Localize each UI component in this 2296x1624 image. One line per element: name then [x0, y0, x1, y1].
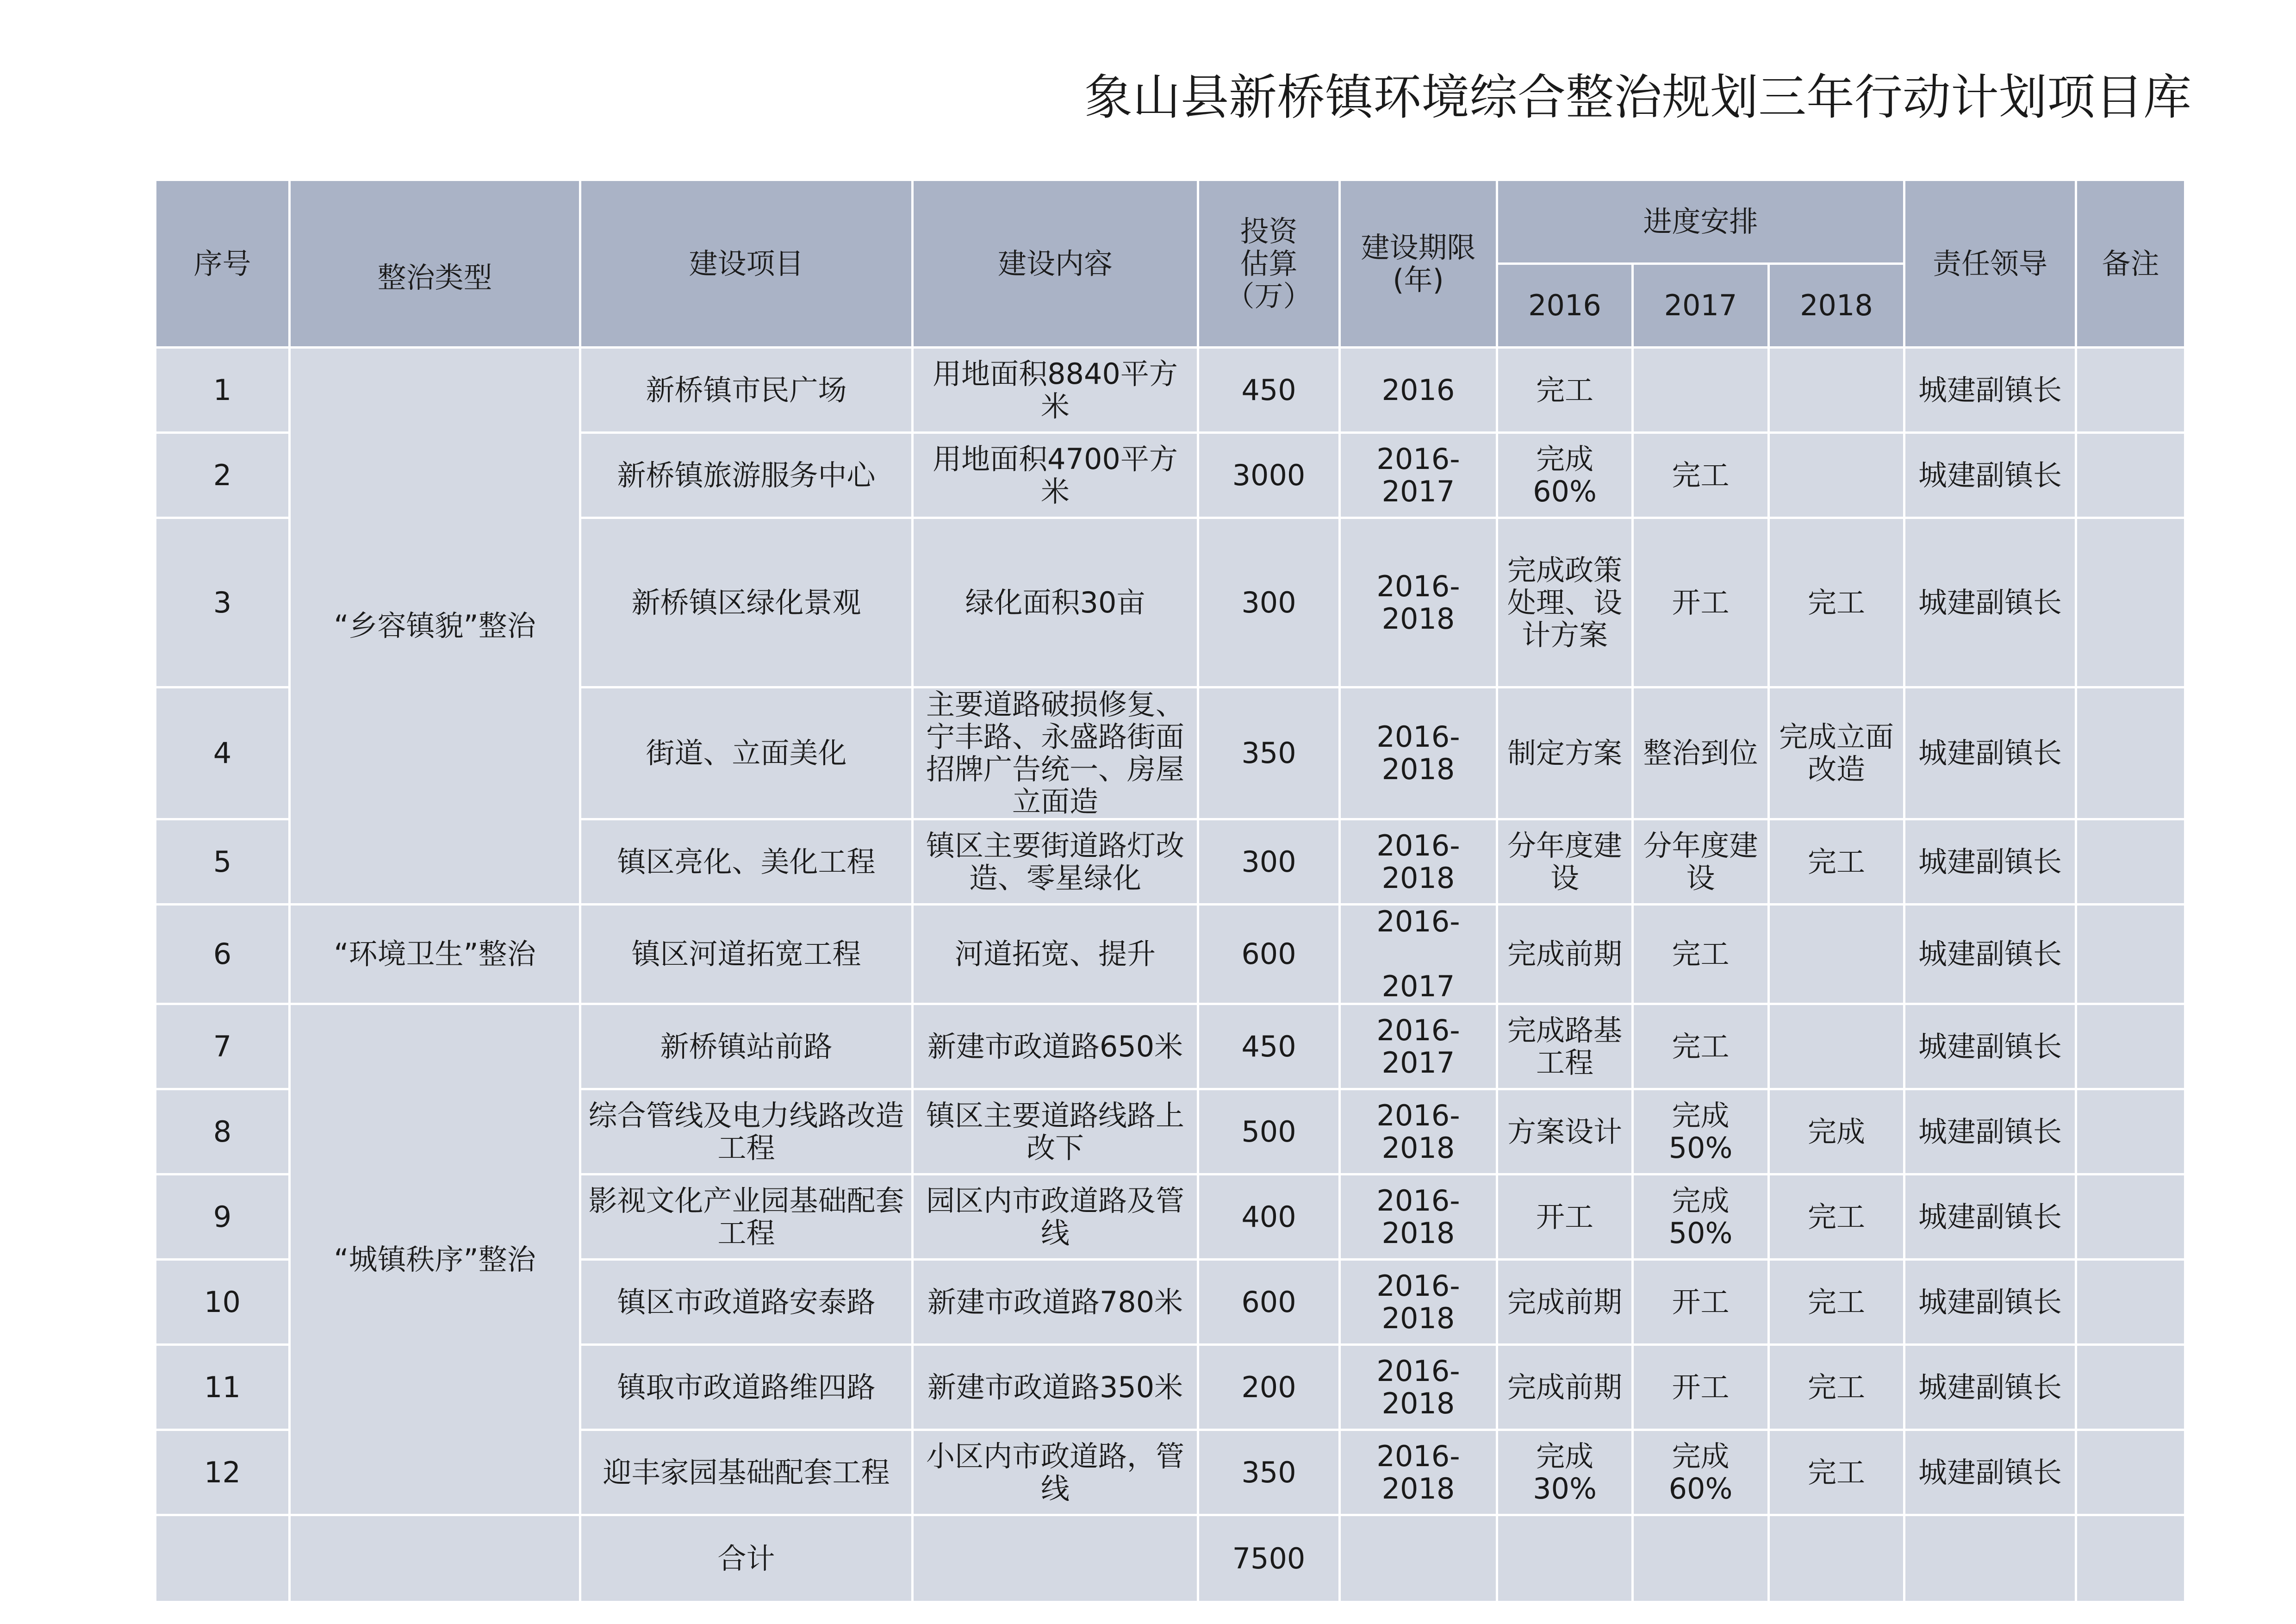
- cell-content: 新建市政道路650米: [913, 1004, 1198, 1089]
- cell-seq: 7: [156, 1004, 290, 1089]
- cell-investment: 200: [1198, 1345, 1340, 1430]
- table-row: [156, 348, 2185, 433]
- cell-remark: [2076, 1089, 2185, 1174]
- cell-leader: 城建副镇长: [1904, 1345, 2076, 1430]
- header-year-2016: 2016: [1497, 264, 1633, 348]
- cell-content: 用地面积8840平方米: [913, 348, 1198, 433]
- header-seq: 序号: [156, 180, 290, 348]
- cell-investment: 600: [1198, 905, 1340, 1004]
- cell-leader: 城建副镇长: [1904, 518, 2076, 687]
- cell-project: 镇区河道拓宽工程: [580, 905, 913, 1004]
- cell-y2016: 完成前期: [1497, 1260, 1633, 1345]
- table-row: [156, 1004, 2185, 1089]
- project-table: [154, 179, 2186, 1603]
- cell-y2017: 完成 60%: [1633, 1430, 1769, 1515]
- header-remark: 备注: [2076, 180, 2185, 348]
- cell-period: 2016- 2018: [1340, 518, 1497, 687]
- cell-leader: 城建副镇长: [1904, 1004, 2076, 1089]
- cell-content: 绿化面积30亩: [913, 518, 1198, 687]
- cell-y2017: 开工: [1633, 1345, 1769, 1430]
- cell-period: 2016- 2018: [1340, 1430, 1497, 1515]
- cell-y2016: 分年度建 设: [1497, 819, 1633, 905]
- cell-y2016: 完成60%: [1497, 433, 1633, 518]
- cell-y2017: 分年度建 设: [1633, 819, 1769, 905]
- cell-y2018: 完工: [1769, 518, 1904, 687]
- cell-leader: 城建副镇长: [1904, 348, 2076, 433]
- cell-period: 2016- 2018: [1340, 819, 1497, 905]
- cell-remark: [2076, 433, 2185, 518]
- cell-y2017: 完成 50%: [1633, 1174, 1769, 1260]
- total-2017: [1633, 1515, 1769, 1602]
- cell-investment: 500: [1198, 1089, 1340, 1174]
- cell-leader: 城建副镇长: [1904, 1260, 2076, 1345]
- cell-remark: [2076, 1004, 2185, 1089]
- cell-y2017: 开工: [1633, 1260, 1769, 1345]
- cell-y2018: 完工: [1769, 1430, 1904, 1515]
- cell-seq: 5: [156, 819, 290, 905]
- cell-project: 新桥镇站前路: [580, 1004, 913, 1089]
- cell-y2018: [1769, 905, 1904, 1004]
- cell-project: 新桥镇旅游服务中心: [580, 433, 913, 518]
- cell-period: 2016- 2018: [1340, 1089, 1497, 1174]
- cell-content: 新建市政道路350米: [913, 1345, 1198, 1430]
- cell-seq: 11: [156, 1345, 290, 1430]
- cell-leader: 城建副镇长: [1904, 819, 2076, 905]
- cell-y2016: 完成 30%: [1497, 1430, 1633, 1515]
- cell-y2018: 完工: [1769, 1174, 1904, 1260]
- cell-investment: 450: [1198, 348, 1340, 433]
- cell-leader: 城建副镇长: [1904, 1174, 2076, 1260]
- cell-remark: [2076, 687, 2185, 819]
- header-year-2017: 2017: [1633, 264, 1769, 348]
- cell-y2017: 完工: [1633, 433, 1769, 518]
- cell-period: 2016- 2017: [1340, 433, 1497, 518]
- cell-leader: 城建副镇长: [1904, 433, 2076, 518]
- cell-content: 用地面积4700平方米: [913, 433, 1198, 518]
- cell-y2018: [1769, 1004, 1904, 1089]
- cell-y2017: 完工: [1633, 905, 1769, 1004]
- table-row: [156, 905, 2185, 1004]
- cell-y2017: [1633, 348, 1769, 433]
- cell-period: 2016- 2018: [1340, 1260, 1497, 1345]
- total-remark: [2076, 1515, 2185, 1602]
- cell-content: 小区内市政道路，管 线: [913, 1430, 1198, 1515]
- cell-investment: 300: [1198, 518, 1340, 687]
- cell-y2016: 方案设计: [1497, 1089, 1633, 1174]
- cell-seq: 1: [156, 348, 290, 433]
- total-label: 合计: [580, 1515, 913, 1602]
- cell-period: 2016- 2017: [1340, 1004, 1497, 1089]
- cell-project: 新桥镇区绿化景观: [580, 518, 913, 687]
- total-leader: [1904, 1515, 2076, 1602]
- cell-seq: 2: [156, 433, 290, 518]
- header-project: 建设项目: [580, 180, 913, 348]
- header-type: 整治类型: [290, 180, 580, 348]
- cell-content: 主要道路破损修复、 宁丰路、永盛路街面 招牌广告统一、房屋 立面造: [913, 687, 1198, 819]
- cell-investment: 3000: [1198, 433, 1340, 518]
- cell-seq: 9: [156, 1174, 290, 1260]
- cell-y2017: 整治到位: [1633, 687, 1769, 819]
- cell-leader: 城建副镇长: [1904, 687, 2076, 819]
- cell-content: 河道拓宽、提升: [913, 905, 1198, 1004]
- cell-leader: 城建副镇长: [1904, 905, 2076, 1004]
- page-title: 象山县新桥镇环境综合整治规划三年行动计划项目库: [1084, 69, 2191, 125]
- cell-seq: 3: [156, 518, 290, 687]
- cell-remark: [2076, 1260, 2185, 1345]
- cell-y2018: [1769, 433, 1904, 518]
- total-2016: [1497, 1515, 1633, 1602]
- header-row: [156, 180, 2185, 264]
- cell-project: 影视文化产业园基础配套 工程: [580, 1174, 913, 1260]
- cell-period: 2016- 2017: [1340, 905, 1497, 1004]
- header-content: 建设内容: [913, 180, 1198, 348]
- cell-type: “乡容镇貌”整治: [290, 348, 580, 905]
- total-row: [156, 1515, 2185, 1602]
- total-period: [1340, 1515, 1497, 1602]
- cell-project: 镇区亮化、美化工程: [580, 819, 913, 905]
- cell-y2017: 完工: [1633, 1004, 1769, 1089]
- cell-y2018: 完工: [1769, 1260, 1904, 1345]
- cell-y2018: 完工: [1769, 819, 1904, 905]
- cell-seq: 10: [156, 1260, 290, 1345]
- header-year-2018: 2018: [1769, 264, 1904, 348]
- cell-remark: [2076, 1174, 2185, 1260]
- cell-content: 镇区主要道路线路上 改下: [913, 1089, 1198, 1174]
- cell-period: 2016: [1340, 348, 1497, 433]
- cell-y2018: 完工: [1769, 1345, 1904, 1430]
- cell-period: 2016- 2018: [1340, 1345, 1497, 1430]
- cell-y2018: 完成: [1769, 1089, 1904, 1174]
- cell-type: “环境卫生”整治: [290, 905, 580, 1004]
- cell-project: 新桥镇市民广场: [580, 348, 913, 433]
- cell-seq: 4: [156, 687, 290, 819]
- cell-content: 园区内市政道路及管 线: [913, 1174, 1198, 1260]
- cell-y2018: 完成立面 改造: [1769, 687, 1904, 819]
- cell-y2016: 完成前期: [1497, 905, 1633, 1004]
- header-leader: 责任领导: [1904, 180, 2076, 348]
- cell-investment: 300: [1198, 819, 1340, 905]
- cell-content: 新建市政道路780米: [913, 1260, 1198, 1345]
- cell-remark: [2076, 348, 2185, 433]
- cell-seq: 8: [156, 1089, 290, 1174]
- total-content: [913, 1515, 1198, 1602]
- cell-type: “城镇秩序”整治: [290, 1004, 580, 1515]
- cell-y2016: 完成前期: [1497, 1345, 1633, 1430]
- total-seq: [156, 1515, 290, 1602]
- cell-y2016: 完成路基 工程: [1497, 1004, 1633, 1089]
- cell-investment: 350: [1198, 1430, 1340, 1515]
- cell-period: 2016- 2018: [1340, 687, 1497, 819]
- cell-y2016: 完工: [1497, 348, 1633, 433]
- cell-y2017: 开工: [1633, 518, 1769, 687]
- cell-content: 镇区主要街道路灯改 造、零星绿化: [913, 819, 1198, 905]
- cell-investment: 400: [1198, 1174, 1340, 1260]
- cell-leader: 城建副镇长: [1904, 1089, 2076, 1174]
- cell-y2016: 制定方案: [1497, 687, 1633, 819]
- cell-period: 2016- 2018: [1340, 1174, 1497, 1260]
- cell-y2017: 完成 50%: [1633, 1089, 1769, 1174]
- total-investment: 7500: [1198, 1515, 1340, 1602]
- cell-project: 街道、立面美化: [580, 687, 913, 819]
- header-schedule: 进度安排: [1497, 180, 1904, 264]
- cell-y2016: 完成政策 处理、设 计方案: [1497, 518, 1633, 687]
- cell-y2016: 开工: [1497, 1174, 1633, 1260]
- total-type: [290, 1515, 580, 1602]
- cell-project: 综合管线及电力线路改造 工程: [580, 1089, 913, 1174]
- cell-investment: 600: [1198, 1260, 1340, 1345]
- cell-project: 镇取市政道路维四路: [580, 1345, 913, 1430]
- cell-investment: 450: [1198, 1004, 1340, 1089]
- cell-remark: [2076, 819, 2185, 905]
- cell-project: 镇区市政道路安泰路: [580, 1260, 913, 1345]
- cell-remark: [2076, 1430, 2185, 1515]
- cell-remark: [2076, 518, 2185, 687]
- cell-seq: 12: [156, 1430, 290, 1515]
- cell-remark: [2076, 1345, 2185, 1430]
- header-period: 建设期限 (年): [1340, 180, 1497, 348]
- header-investment: 投资 估算 （万）: [1198, 180, 1340, 348]
- cell-y2018: [1769, 348, 1904, 433]
- cell-project: 迎丰家园基础配套工程: [580, 1430, 913, 1515]
- cell-seq: 6: [156, 905, 290, 1004]
- cell-remark: [2076, 905, 2185, 1004]
- total-2018: [1769, 1515, 1904, 1602]
- cell-investment: 350: [1198, 687, 1340, 819]
- cell-leader: 城建副镇长: [1904, 1430, 2076, 1515]
